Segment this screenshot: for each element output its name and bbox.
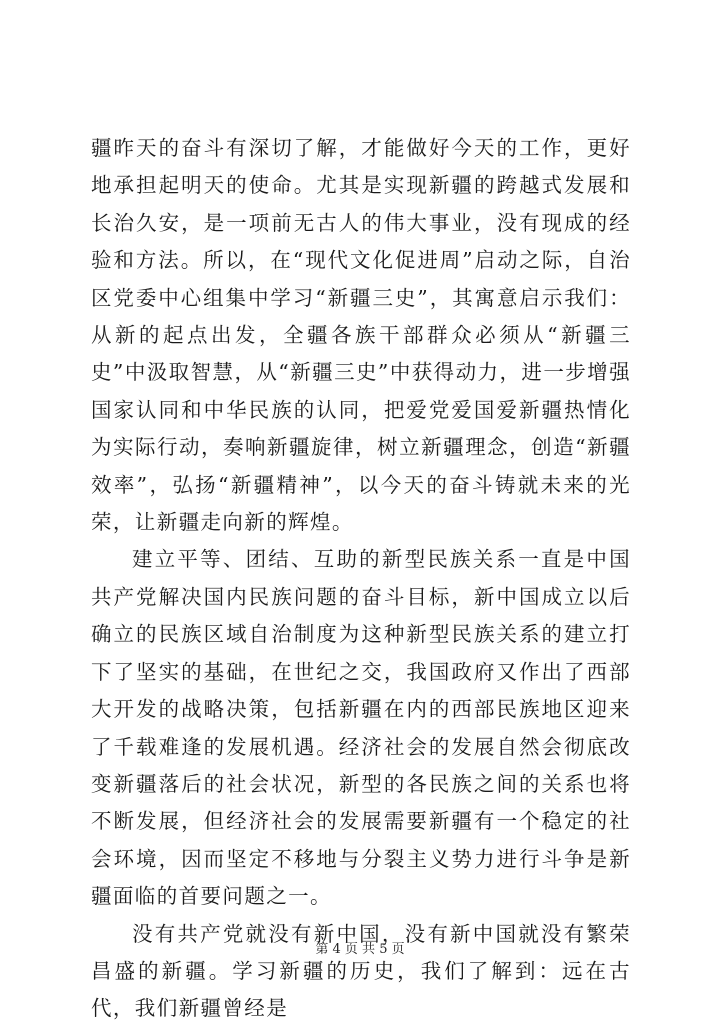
body-text bbox=[91, 130, 631, 1028]
paragraph: 没有共产党就没有新中国，没有新中国就没有繁荣昌盛的新疆。学习新疆的历史，我们了解到：远在古代，我们新疆曾经是 bbox=[91, 921, 631, 1021]
paragraph: 疆昨天的奋斗有深切了解，才能做好今天的工作，更好地承担起明天的使命。尤其是实现新疆的跨越式发展和长治久安，是一项前无古人的伟大事业，没有现成的经验和方法。所以，在“现代文化促进周”启动之际，自治区党委中心组集中学习“新疆三史”，其寓意启示我们：从新的起点出发，全疆各族干部群众必须从“新疆三史”中汲取智慧，从“新疆三史”中获得动力，进一步增强国家认同和中华民族的认同，把爱党爱国爱新疆热情化为实际行动，奏响新疆旋律，树立新疆理念，创造“新疆效率”，弘扬“新疆精神”，以今天的奋斗铸就未来的光荣，让新疆走向新的辉煌。 bbox=[91, 136, 632, 535]
page-footer: 第 4 页 共 5 页 bbox=[315, 942, 405, 957]
paragraph: 建立平等、团结、互助的新型民族关系一直是中国共产党解决国内民族问题的奋斗目标，新中国成立以后确立的民族区域自治制度为这种新型民族关系的建立打下了坚实的基础，在世纪之交，我国政府又作出了西部大开发的战略决策，包括新疆在内的西部民族地区迎来了千载难逢的发展机遇。经济社会的发展自然会彻底改变新疆落后的社会状况，新型的各民族之间的关系也将不断发展，但经济社会的发展需要新疆有一个稳定的社会环境，因而坚定不移地与分裂主义势力进行斗争是新疆面临的首要问题之一。 bbox=[91, 547, 632, 909]
